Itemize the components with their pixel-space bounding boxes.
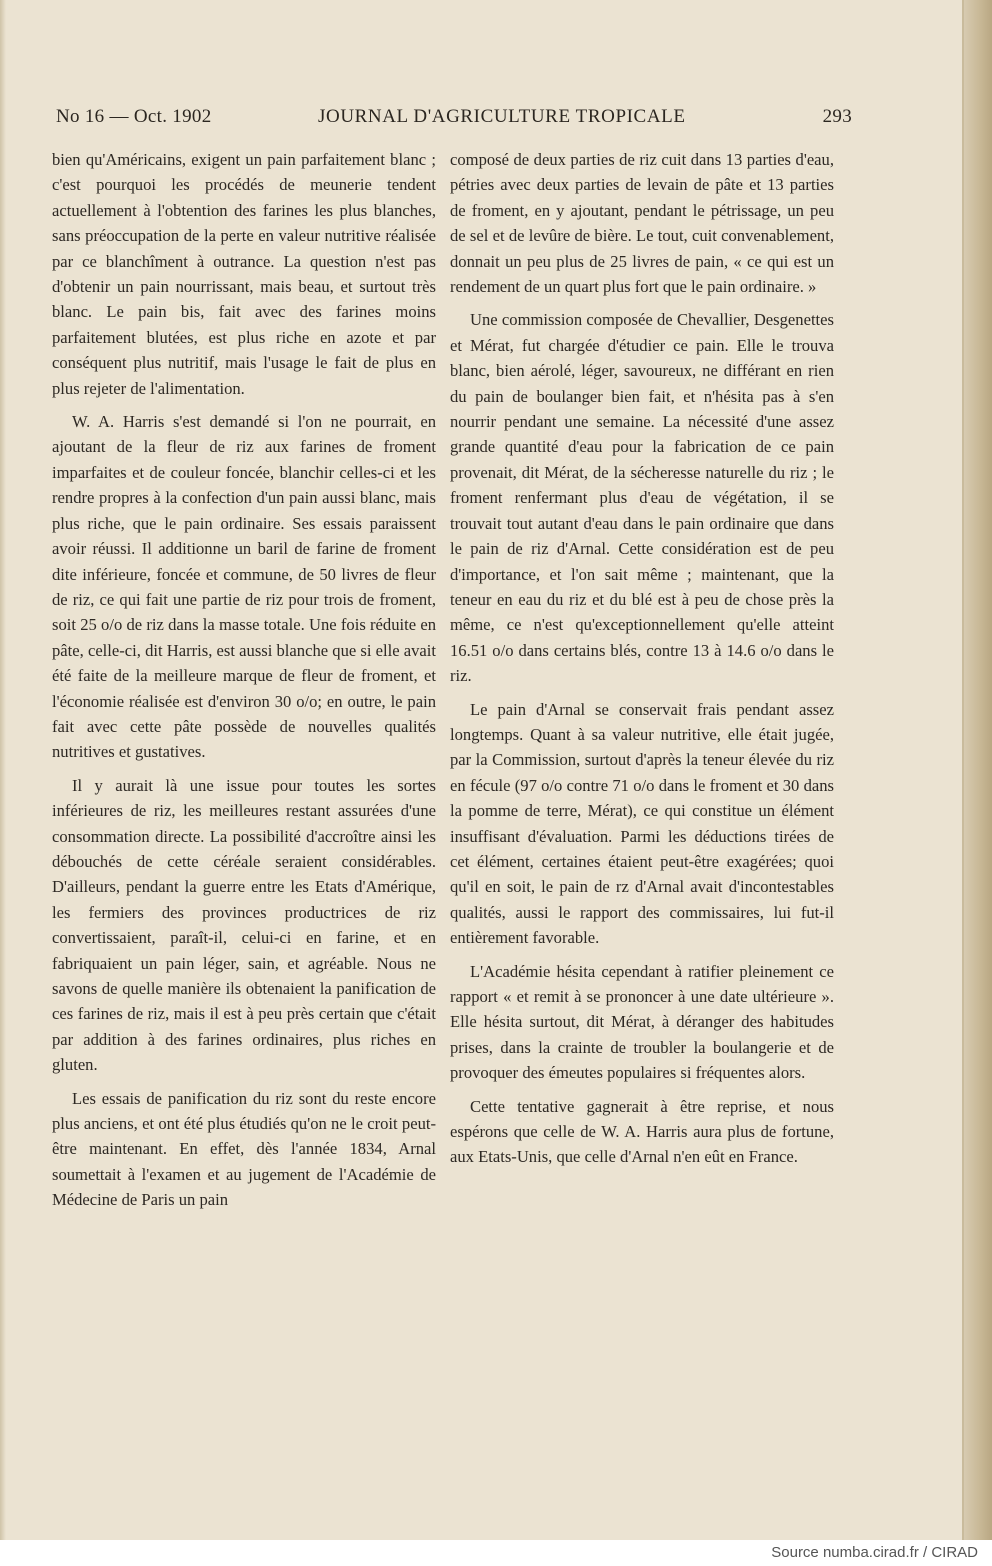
paragraph: Il y aurait là une issue pour toutes les sortes inférieures de riz, les meilleures restant assurées d'une consommation directe. La possibilité d'accroître ainsi les débouchés de cette céréale seraient considérables. D'ailleurs, pendant la guerre entre les Etats d'Amérique, les fermiers des provinces productrices de riz convertissaient, paraît-il, celui-ci en farine, et en fabriquaient un pain léger, sain, et agréable. Nous ne savons de quelle manière ils obtenaient la panification de ces farines de riz, mais il est à peu près certain que c'était par addition à des farines ordinaires, plus riches en gluten. [52, 775, 436, 1075]
page-edge [962, 0, 992, 1540]
paragraph: Les essais de panification du riz sont du reste encore plus anciens, et ont été plus étudiés qu'on ne le croit peut-être maintenant. En effet, dès l'année 1834, Arnal soumettait à l'examen et au jugement de l'Académie de Médecine de Paris un pain [52, 1088, 436, 1210]
page-number: 293 [822, 106, 852, 127]
page-binding-shadow [0, 0, 6, 1540]
paragraph: Une commission composée de Chevallier, Desgenettes et Mérat, fut chargée d'étudier ce pain. Elle le trouva blanc, bien aérolé, léger, savoureux, ne différant en rien du pain de boulanger bien fait, et n'hésita pas à s'en nourrir pendant une semaine. La nécessité d'une assez grande quantité d'eau pour la fabrication de ce pain provenait, dit Mérat, de la sécheresse naturelle du riz ; le froment renfermant plus d'eau de végétation, il se trouvait tout autant d'eau dans le pain ordinaire que dans le pain de riz d'Arnal. Cette considération est de peu d'importance, et l'on sait même ; maintenant, que la teneur en eau du riz et du blé est à peu de chose près la même, ce n'est qu'exceptionnellement qu'elle atteint 16.51 o/o dans certains blés, contre 13 à 14.6 o/o dans le riz. [450, 310, 834, 686]
paragraph: L'Académie hésita cependant à ratifier pleinement ce rapport « et remit à se prononcer à une date ultérieure ». Elle hésita surtout, dit Mérat, à déranger des habitudes prises, dans la crainte de troubler la boulangerie et de provoquer des émeutes populaires si fréquentes alors. [450, 961, 834, 1083]
paragraph: bien qu'Américains, exigent un pain parfaitement blanc ; c'est pourquoi les procédés de meunerie tendent actuellement à l'obtention des farines les plus blanches, sans préoccupation de la perte en valeur nutritive réalisée par ce blanchîment à outrance. La question n'est pas d'obtenir un pain nourrissant, mais beau, et surtout très blanc. Le pain bis, fait avec des farines moins parfaitement blutées, est plus riche en azote et par conséquent plus nutritif, mais l'usage le fait de plus en plus rejeter de l'alimentation. [52, 150, 436, 398]
issue-info: No 16 — Oct. 1902 [56, 106, 212, 127]
right-column [450, 147, 834, 1178]
paragraph: W. A. Harris s'est demandé si l'on ne pourrait, en ajoutant de la fleur de riz aux farines de froment imparfaites et de couleur foncée, blanchir celles-ci et les rendre propres à la confection d'un pain aussi blanc, mais plus riche, que le pain ordinaire. Ses essais paraissent avoir réussi. Il additionne un baril de farine de froment dite inférieure, foncée et commune, de 50 livres de fleur de riz, ce qui fait une partie de riz pour trois de froment, soit 25 o/o de riz dans la masse totale. Une fois réduite en pâte, celle-ci, dit Harris, est aussi blanche que si elle avait été faite de la meilleure marque de fleur de froment, et l'économie réalisée est d'environ 30 o/o; en outre, le pain fait avec cette pâte possède de nouvelles qualités nutritives et gustatives. [52, 412, 436, 762]
journal-title: JOURNAL D'AGRICULTURE TROPICALE [318, 106, 686, 127]
left-column [52, 147, 436, 1221]
page-edge-line [962, 0, 964, 1540]
footer-bar [0, 1540, 992, 1566]
paragraph: Le pain d'Arnal se conservait frais pendant assez longtemps. Quant à sa valeur nutritive, elle était jugée, par la Commission, surtout d'après la teneur élevée du riz en fécule (97 o/o contre 71 o/o dans le froment et 30 dans la pomme de terre, Mérat), ce qui constitue un élément insuffisant d'évaluation. Parmi les déductions tirées de cet élément, certaines étaient peut-être exagérées; quoi qu'il en soit, le pain de rz d'Arnal avait d'incontestables qualités, aussi le rapport des commissaires, lui fut-il entièrement favorable. [450, 699, 834, 948]
running-header [56, 106, 852, 132]
paragraph: composé de deux parties de riz cuit dans 13 parties d'eau, pétries avec deux parties de levain de pâte et 13 parties de froment, en y ajoutant, pendant le pétrissage, un peu de sel et de levûre de bière. Le tout, cuit convenablement, donnait un peu plus de 25 livres de pain, « ce qui est un rendement de un quart plus fort que le pain ordinaire. » [450, 150, 834, 297]
paragraph: Cette tentative gagnerait à être reprise, et nous espérons que celle de W. A. Harris aura plus de fortune, aux Etats-Unis, que celle d'Arnal n'en eût en France. [450, 1096, 834, 1167]
source-credit: Source numba.cirad.fr / CIRAD [771, 1544, 978, 1561]
